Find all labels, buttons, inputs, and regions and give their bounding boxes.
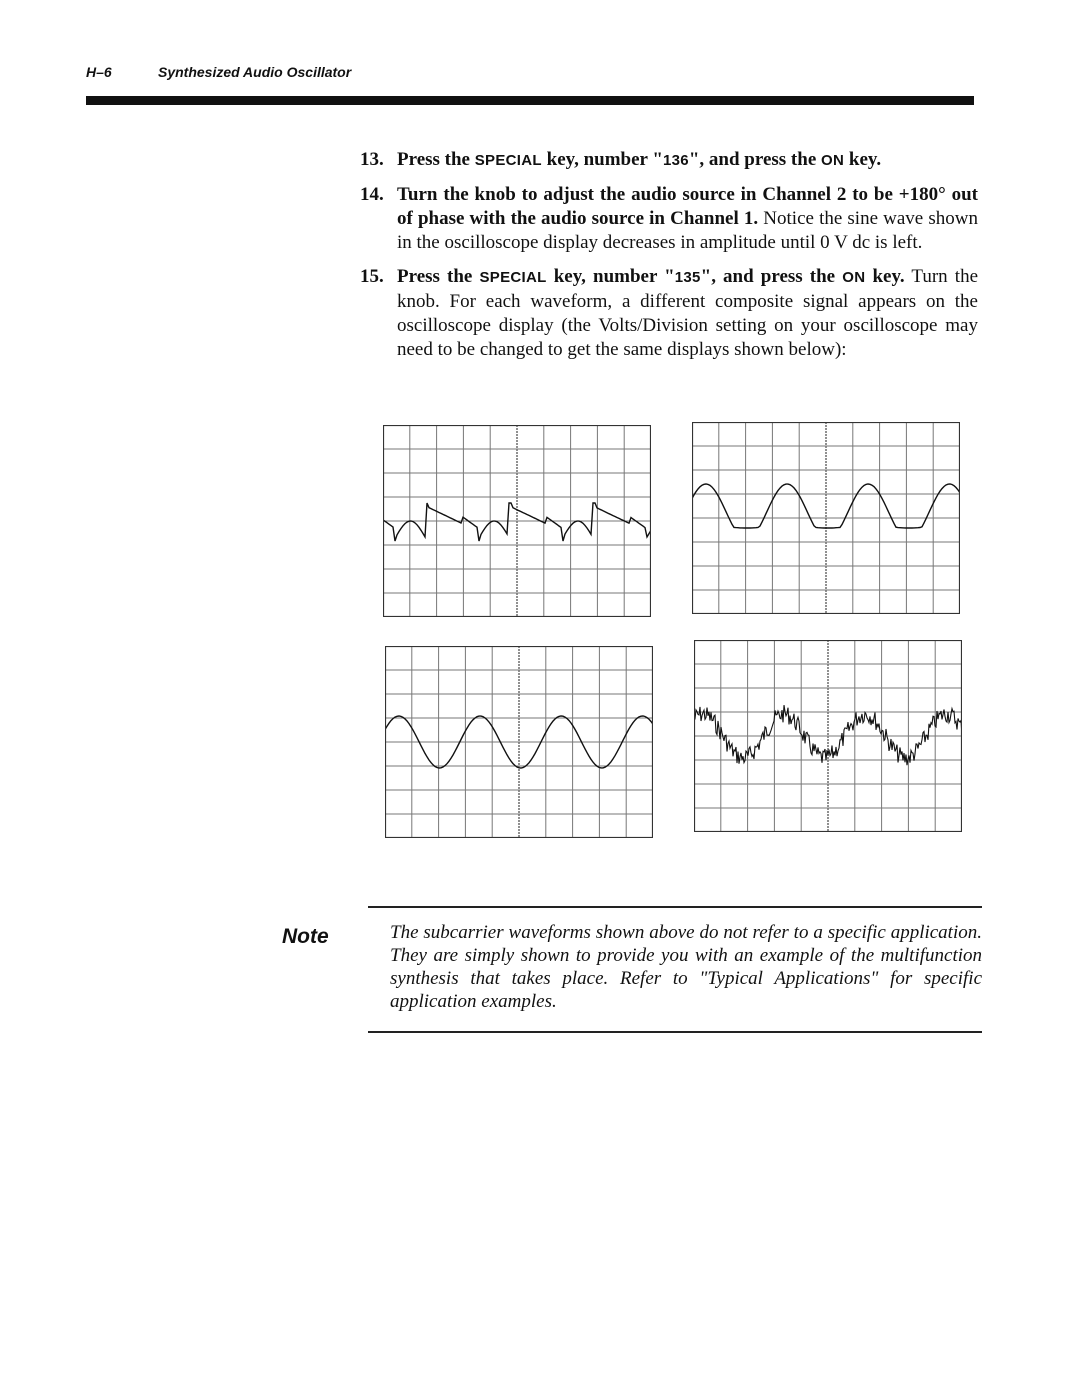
scope-noisy-sine <box>694 640 962 832</box>
oscilloscope-graticule <box>694 640 962 832</box>
procedure-steps <box>360 148 978 372</box>
key-name: ON <box>821 152 845 169</box>
step-15 <box>360 265 978 362</box>
step-text: Notice the sine wave shown in the oscilloscope display decreases in amplitude until 0 V dc is left. <box>397 208 978 253</box>
key-name: SPECIAL <box>479 269 547 286</box>
header-rule <box>86 96 974 105</box>
step-number: 15. <box>360 266 384 287</box>
running-title: Synthesized Audio Oscillator <box>158 64 352 80</box>
step-text <box>397 149 881 170</box>
step-text-bold <box>397 266 905 287</box>
text-run: key, number " <box>541 149 663 170</box>
step-number: 13. <box>360 149 384 170</box>
oscilloscope-graticule <box>385 646 653 838</box>
key-name: SPECIAL <box>474 152 542 169</box>
step-13 <box>360 148 978 173</box>
step-text: Turn the knob. For each waveform, a different composite signal appears on the oscilloscope display (the Volts/Division setting on your oscilloscope may need to be changed to get the same displays shown below): <box>397 266 979 360</box>
scope-clipped-sine <box>692 422 960 614</box>
text-run: ", and press the <box>700 266 843 287</box>
oscilloscope-graticule <box>692 422 960 614</box>
text-run: Press the <box>397 149 475 170</box>
key-name: ON <box>842 269 866 286</box>
step-number: 14. <box>360 184 384 205</box>
page-number: H–6 <box>86 64 112 80</box>
text-run: key. <box>844 149 882 170</box>
oscilloscope-graticule <box>383 425 651 617</box>
special-code: 135 <box>674 269 701 286</box>
waveform-trace <box>694 705 962 765</box>
note-text: The subcarrier waveforms shown above do not refer to a specific application. They are simply shown to provide you with an example of the multifunction synthesis that takes place. Refer to "Typical Applications" for specific application examples. <box>390 922 982 1012</box>
step-text-bold: Turn the knob to adjust the audio source in Channel 2 to be +180° out of phase with the audio source in Channel 1. <box>397 184 978 229</box>
text-run: key, number " <box>546 266 675 287</box>
text-run: ", and press the <box>688 149 822 170</box>
text-run: Press the <box>397 266 480 287</box>
note-rule-bottom <box>368 1031 982 1033</box>
note-rule-top <box>368 906 982 908</box>
scope-composite-pulse <box>383 425 651 617</box>
text-run: key. <box>865 266 905 287</box>
special-code: 136 <box>662 152 689 169</box>
step-14 <box>360 183 978 255</box>
note-label: Note <box>282 925 329 948</box>
scope-sine <box>385 646 653 838</box>
